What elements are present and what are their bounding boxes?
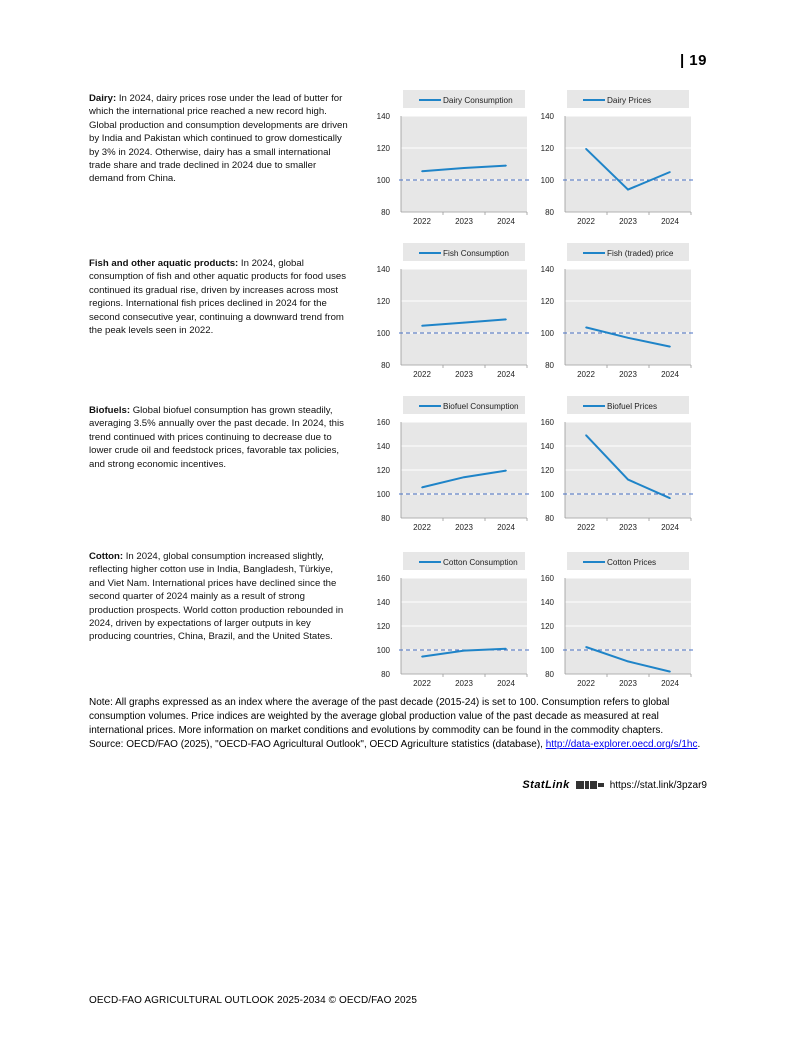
legend-label: Biofuel Consumption (443, 402, 519, 411)
y-tick-label: 80 (381, 514, 390, 523)
note-text: Note: All graphs expressed as an index where the average of the past decade (2015-24) is set to 100. Consumption refers to global consumption volumes. Price indices are weighted by the average global production value of the past decade as measured at real international prices. More information on market conditions and evolutions by commodity can be found in the commodity chapters. (89, 697, 670, 736)
x-tick-label: 2023 (619, 679, 637, 688)
legend-label: Fish Consumption (443, 249, 509, 258)
chart-dairy-prices (535, 88, 695, 232)
data-point (421, 487, 423, 489)
legend-label: Cotton Consumption (443, 558, 518, 567)
legend-label: Biofuel Prices (607, 402, 658, 411)
legend-label: Fish (traded) price (607, 249, 674, 258)
y-tick-label: 80 (381, 670, 390, 679)
x-tick-label: 2024 (497, 523, 515, 532)
source-line (89, 738, 711, 752)
x-tick-label: 2023 (455, 679, 473, 688)
chart-svg (535, 241, 695, 385)
y-tick-label: 140 (376, 265, 390, 274)
y-tick-label: 100 (376, 176, 390, 185)
data-point (627, 661, 629, 663)
data-point (463, 167, 465, 169)
y-tick-label: 120 (540, 297, 554, 306)
chart-svg (535, 88, 695, 232)
x-tick-label: 2022 (577, 523, 595, 532)
y-tick-label: 100 (540, 646, 554, 655)
statlink-url[interactable]: https://stat.link/3pzar9 (609, 779, 707, 791)
x-tick-label: 2024 (661, 679, 679, 688)
x-tick-label: 2022 (577, 217, 595, 226)
legend-label: Cotton Prices (607, 558, 657, 567)
y-tick-label: 100 (376, 646, 390, 655)
data-point (421, 170, 423, 172)
x-tick-label: 2022 (577, 370, 595, 379)
chart-svg (371, 241, 531, 385)
section-body: Global biofuel consumption has grown steadily, averaging 3.5% annually over the past decade. In 2024, this trend continued with prices continuing to decrease due to lower crude oil and feedstock prices, favorable tax policies, and strong economic incentives. (89, 405, 344, 470)
data-point (505, 470, 507, 472)
y-tick-label: 120 (540, 622, 554, 631)
x-tick-label: 2024 (661, 523, 679, 532)
y-tick-label: 160 (540, 418, 554, 427)
data-point (585, 327, 587, 329)
data-point (505, 648, 507, 650)
y-tick-label: 100 (376, 490, 390, 499)
x-tick-label: 2023 (455, 370, 473, 379)
y-tick-label: 100 (540, 176, 554, 185)
y-tick-label: 120 (540, 144, 554, 153)
x-tick-label: 2023 (619, 217, 637, 226)
y-tick-label: 140 (540, 598, 554, 607)
y-tick-label: 140 (376, 112, 390, 121)
x-tick-label: 2024 (661, 217, 679, 226)
y-tick-label: 120 (376, 622, 390, 631)
source-link[interactable]: http://data-explorer.oecd.org/s/1hc (545, 739, 698, 750)
legend-label: Dairy Prices (607, 96, 652, 105)
chart-biofuel-prices (535, 394, 695, 538)
x-tick-label: 2024 (497, 217, 515, 226)
y-tick-label: 100 (376, 329, 390, 338)
section-heading: Dairy: (89, 93, 117, 104)
y-tick-label: 160 (540, 574, 554, 583)
chart-cotton-consumption (371, 550, 531, 694)
x-tick-label: 2022 (413, 370, 431, 379)
y-tick-label: 120 (376, 144, 390, 153)
page-number: | 19 (679, 52, 707, 69)
y-tick-label: 140 (540, 112, 554, 121)
data-point (463, 650, 465, 652)
data-point (505, 319, 507, 321)
statlink-logo-icon (576, 780, 604, 790)
data-point (585, 148, 587, 150)
chart-svg (371, 394, 531, 538)
x-tick-label: 2024 (497, 370, 515, 379)
plot-area (401, 116, 527, 212)
data-point (669, 171, 671, 173)
data-point (421, 656, 423, 658)
y-tick-label: 80 (381, 361, 390, 370)
plot-area (565, 269, 691, 365)
data-point (627, 337, 629, 339)
y-tick-label: 80 (545, 361, 554, 370)
section-cotton (89, 550, 351, 644)
section-body: In 2024, dairy prices rose under the lead of butter for which the international price reached a new record high. Global production and consumption developments are driven by India and Pakistan which continued to grow domestically by 3% in 2024. Otherwise, dairy has a small international trade share and trade declined in 2024 due to smaller demand from China. (89, 93, 348, 185)
y-tick-label: 80 (381, 208, 390, 217)
section-dairy (89, 92, 351, 186)
chart-svg (535, 550, 695, 694)
y-tick-label: 80 (545, 514, 554, 523)
plot-area (401, 269, 527, 365)
x-tick-label: 2023 (619, 523, 637, 532)
data-point (463, 322, 465, 324)
y-tick-label: 120 (376, 297, 390, 306)
source-text: Source: OECD/FAO (2025), "OECD-FAO Agricultural Outlook", OECD Agriculture statistics (database), (89, 739, 546, 750)
y-tick-label: 100 (540, 329, 554, 338)
x-tick-label: 2023 (619, 370, 637, 379)
x-tick-label: 2022 (413, 679, 431, 688)
y-tick-label: 160 (376, 574, 390, 583)
x-tick-label: 2022 (577, 679, 595, 688)
legend-label: Dairy Consumption (443, 96, 513, 105)
chart-dairy-consumption (371, 88, 531, 232)
x-tick-label: 2023 (455, 523, 473, 532)
chart-svg (371, 88, 531, 232)
data-point (627, 189, 629, 191)
chart-cotton-prices (535, 550, 695, 694)
x-tick-label: 2024 (497, 679, 515, 688)
section-body: In 2024, global consumption of fish and other aquatic products for food uses continued its gradual rise, driven by increases across most regions. International fish prices declined in 2024 for the second consecutive year, continuing a downward trend from the peak levels seen in 2022. (89, 258, 347, 337)
y-tick-label: 140 (540, 265, 554, 274)
section-body: In 2024, global consumption increased slightly, reflecting higher cotton use in India, Bangladesh, Türkiye, and Viet Nam. International prices have declined since the second quarter of 2024 mainly as a result of strong production prospects. World cotton production rebounded in 2024, driven by expectations of larger outputs in key producing countries, China, Brazil, and the United States. (89, 551, 344, 643)
x-tick-label: 2022 (413, 217, 431, 226)
source-end: . (697, 739, 701, 750)
y-tick-label: 140 (376, 442, 390, 451)
data-point (463, 476, 465, 478)
y-tick-label: 140 (540, 442, 554, 451)
y-tick-label: 140 (376, 598, 390, 607)
statlink (522, 779, 707, 791)
data-point (627, 479, 629, 481)
section-biofuels (89, 404, 351, 471)
data-point (669, 346, 671, 348)
section-heading: Biofuels: (89, 405, 131, 416)
section-heading: Fish and other aquatic products: (89, 258, 239, 269)
section-heading: Cotton: (89, 551, 124, 562)
figure-note (89, 696, 711, 752)
data-point (669, 671, 671, 673)
y-tick-label: 100 (540, 490, 554, 499)
y-tick-label: 160 (376, 418, 390, 427)
chart-fish-price (535, 241, 695, 385)
y-tick-label: 120 (376, 466, 390, 475)
data-point (421, 325, 423, 327)
statlink-brand: StatLink (522, 779, 570, 791)
data-point (669, 497, 671, 499)
data-point (505, 165, 507, 167)
x-tick-label: 2024 (661, 370, 679, 379)
chart-svg (371, 550, 531, 694)
y-tick-label: 120 (540, 466, 554, 475)
chart-fish-consumption (371, 241, 531, 385)
y-tick-label: 80 (545, 208, 554, 217)
x-tick-label: 2022 (413, 523, 431, 532)
page-footer: OECD-FAO AGRICULTURAL OUTLOOK 2025-2034 © OECD/FAO 2025 (89, 995, 417, 1006)
x-tick-label: 2023 (455, 217, 473, 226)
section-fish (89, 257, 351, 337)
data-point (585, 434, 587, 436)
plot-area (565, 116, 691, 212)
chart-svg (535, 394, 695, 538)
data-point (585, 646, 587, 648)
chart-biofuel-consumption (371, 394, 531, 538)
y-tick-label: 80 (545, 670, 554, 679)
